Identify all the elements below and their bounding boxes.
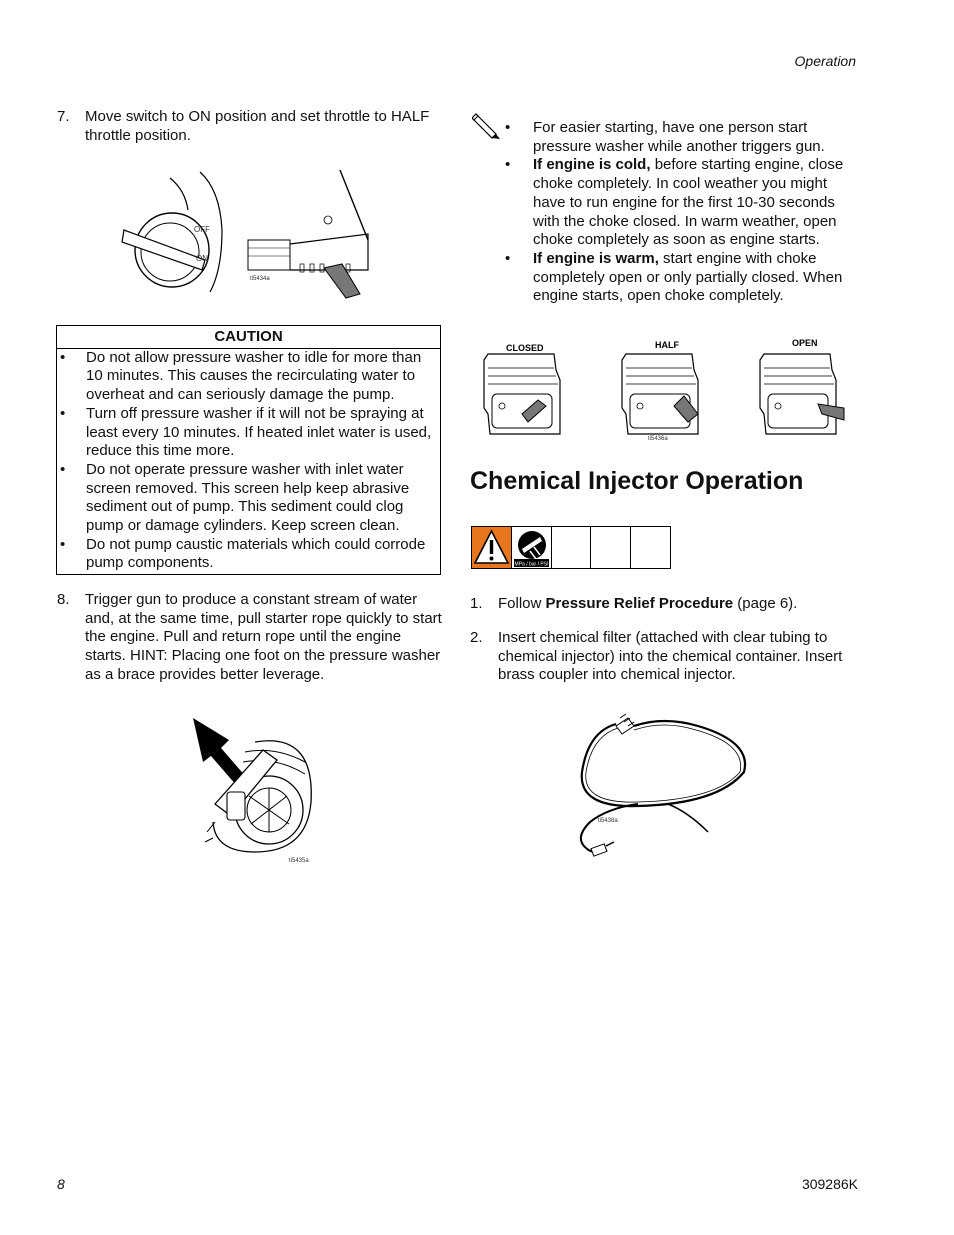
figure-ref: ti5434a xyxy=(250,276,270,282)
pressure-symbol-cell xyxy=(512,527,552,568)
caution-box xyxy=(56,325,441,575)
step-8 xyxy=(57,591,442,685)
switch-throttle-figure xyxy=(110,160,380,300)
pencil-icon xyxy=(472,110,502,140)
choke-closed-label: CLOSED xyxy=(506,343,544,353)
step-number: 8. xyxy=(57,591,70,608)
step-text: Trigger gun to produce a constant stream of water and, at the same time, pull starter rope quickly to start the engine. Pull and return rope until the engine starts. HINT: Placing one foot on the pressure washer as a brace provides better leverage. xyxy=(85,591,442,683)
step-7 xyxy=(57,108,442,145)
step-2 xyxy=(470,629,860,685)
on-label: ON xyxy=(196,254,208,263)
off-label: OFF xyxy=(194,225,210,234)
caution-title: CAUTION xyxy=(57,326,440,349)
note-item: • If engine is warm, start engine with choke completely open or only partially closed. When engine starts, open choke completely. xyxy=(505,249,843,305)
choke-open-engine xyxy=(760,354,844,434)
warning-symbol-cell xyxy=(472,527,512,568)
figure-ref: ti5435a xyxy=(289,858,309,864)
pressure-relief-link: Pressure Relief Procedure xyxy=(545,595,734,612)
starter-rope-figure xyxy=(185,712,325,872)
choke-closed-engine xyxy=(484,354,560,434)
step-1: 1. Follow Pressure Relief Procedure (page 6). xyxy=(470,595,798,612)
step-text: Move switch to ON position and set throttle to HALF throttle position. xyxy=(85,108,430,144)
note-item: • If engine is cold, before starting engine, close choke completely. In cool weather you might have to run engine for the first 10-30 seconds with the choke closed. In warm weather, open choke completely as soon as engine starts. xyxy=(505,156,844,249)
document-id: 309286K xyxy=(801,1176,858,1192)
chemical-hose-figure xyxy=(568,712,768,872)
mpa-label: MPa / bar / PSI xyxy=(514,561,549,568)
pressure-hazard-icon xyxy=(512,527,551,568)
choke-half-label: HALF xyxy=(655,340,679,350)
caution-item: • Do not operate pressure washer with inlet water screen removed. This screen help keep abrasive sediment out of pump. This sediment could clog pump or damage cylinders. Keep screen clean. xyxy=(60,460,410,535)
empty-symbol-cell xyxy=(631,527,670,568)
figure-ref: ti5438a xyxy=(598,818,618,824)
section-header: Operation xyxy=(794,53,856,69)
page-number: 8 xyxy=(57,1176,65,1192)
step-number: 2. xyxy=(470,629,483,646)
caution-item: • Turn off pressure washer if it will not be spraying at least every 10 minutes. If heated inlet water is used, reduce this time more. xyxy=(60,404,432,460)
warning-symbols-table xyxy=(471,526,671,569)
empty-symbol-cell xyxy=(591,527,630,568)
note-item: • For easier starting, have one person start pressure washer while another triggers gun. xyxy=(505,119,825,155)
warning-triangle-icon xyxy=(472,527,511,568)
empty-symbol-cell xyxy=(552,527,591,568)
step-number: 1. xyxy=(470,595,483,612)
note-box xyxy=(505,119,860,306)
caution-item: • Do not allow pressure washer to idle for more than 10 minutes. This causes the recirculating water to overheat and can seriously damage the pump. xyxy=(60,348,422,404)
caution-item: • Do not pump caustic materials which could corrode pump components. xyxy=(60,535,426,572)
step-number: 7. xyxy=(57,108,70,125)
choke-open-label: OPEN xyxy=(792,338,818,348)
caution-list xyxy=(57,349,440,574)
section-heading: Chemical Injector Operation xyxy=(470,467,804,495)
step-text: Insert chemical filter (attached with clear tubing to chemical injector) into the chemical container. Insert brass coupler into chemical injector. xyxy=(498,629,843,684)
figure-ref: ti5436a xyxy=(648,436,668,442)
choke-half-engine xyxy=(622,354,698,442)
choke-positions-figure xyxy=(478,334,858,446)
